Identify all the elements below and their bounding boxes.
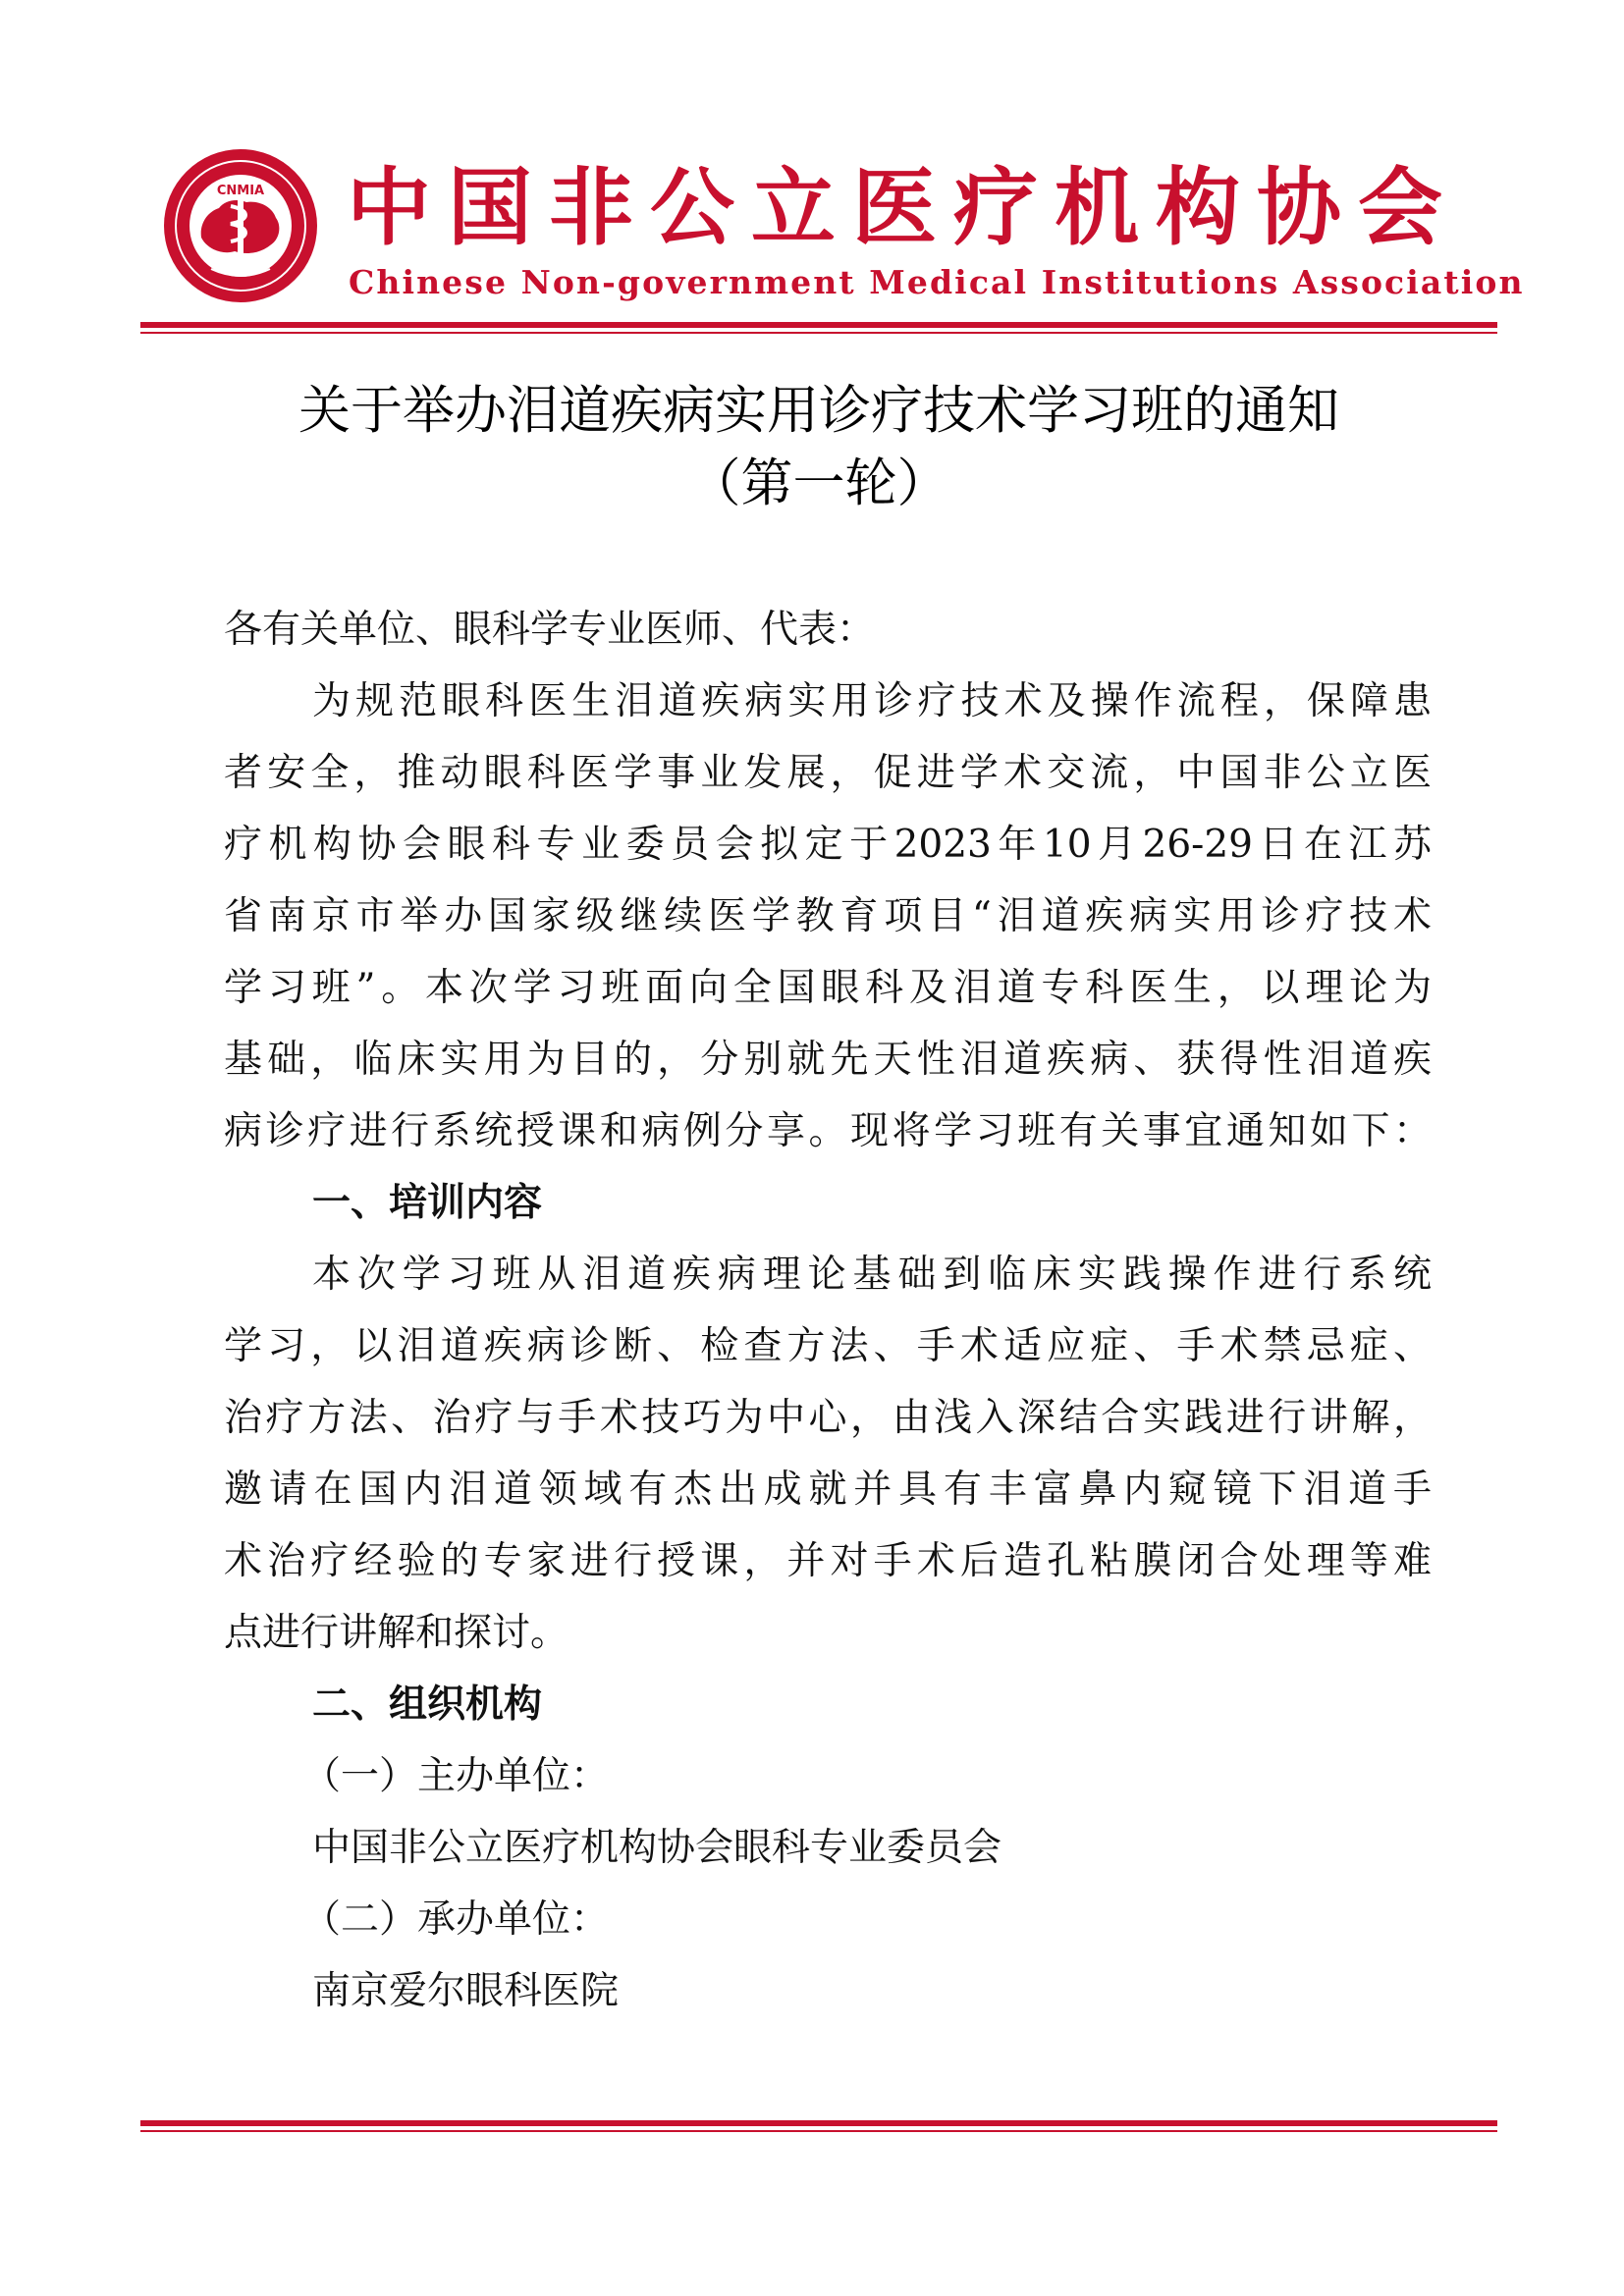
paragraph-line: 者安全，推动眼科医学事业发展，促进学术交流，中国非公立医 <box>224 751 1432 795</box>
paragraph-line: 本次学习班从泪道疾病理论基础到临床实践操作进行系统 <box>312 1253 1432 1297</box>
host-organization: 中国非公立医疗机构协会眼科专业委员会 <box>312 1826 1002 1870</box>
paragraph-line: 病诊疗进行系统授课和病例分享。现将学习班有关事宜通知如下： <box>224 1109 1432 1153</box>
letterhead <box>162 147 1525 304</box>
svg-text:CNMIA: CNMIA <box>216 184 265 198</box>
sub-heading-host: （一）主办单位： <box>302 1754 610 1798</box>
organizer-organization: 南京爱尔眼科医院 <box>312 1969 620 2013</box>
org-name-chinese: 中国非公立医疗机构协会 <box>347 159 1459 257</box>
paragraph-line: 省南京市举办国家级继续医学教育项目“泪道疾病实用诊疗技术 <box>224 894 1432 938</box>
paragraph-line: 疗机构协会眼科专业委员会拟定于2023年10月26-29日在江苏 <box>224 823 1432 867</box>
section-heading-training: 一、培训内容 <box>312 1181 543 1225</box>
paragraph-line: 术治疗经验的专家进行授课，并对手术后造孔粘膜闭合处理等难 <box>224 1539 1432 1583</box>
notice-subtitle: （第一轮） <box>688 454 949 513</box>
notice-title: 关于举办泪道疾病实用诊疗技术学习班的通知 <box>298 381 1339 441</box>
paragraph-line: 基础，临床实用为目的，分别就先天性泪道疾病、获得性泪道疾 <box>224 1038 1432 1082</box>
sub-heading-organizer: （二）承办单位： <box>302 1897 610 1942</box>
paragraph-line: 治疗方法、治疗与手术技巧为中心，由浅入深结合实践进行讲解， <box>224 1396 1432 1440</box>
section-heading-organization: 二、组织机构 <box>312 1682 543 1727</box>
paragraph-line: 邀请在国内泪道领域有杰出成就并具有丰富鼻内窥镜下泪道手 <box>224 1468 1432 1512</box>
paragraph-line: 学习，以泪道疾病诊断、检查方法、手术适应症、手术禁忌症、 <box>224 1324 1432 1368</box>
paragraph-line: 点进行讲解和探讨。 <box>224 1611 569 1655</box>
salutation: 各有关单位、眼科学专业医师、代表： <box>224 608 876 652</box>
org-name-english: Chinese Non-government Medical Institutions Association <box>349 263 1525 301</box>
footer-divider <box>140 2120 1497 2132</box>
paragraph-line: 学习班”。本次学习班面向全国眼科及泪道专科医生，以理论为 <box>224 966 1432 1010</box>
header-divider <box>140 322 1497 334</box>
paragraph-line: 为规范眼科医生泪道疾病实用诊疗技术及操作流程，保障患 <box>312 679 1432 723</box>
association-seal-logo <box>162 147 319 304</box>
